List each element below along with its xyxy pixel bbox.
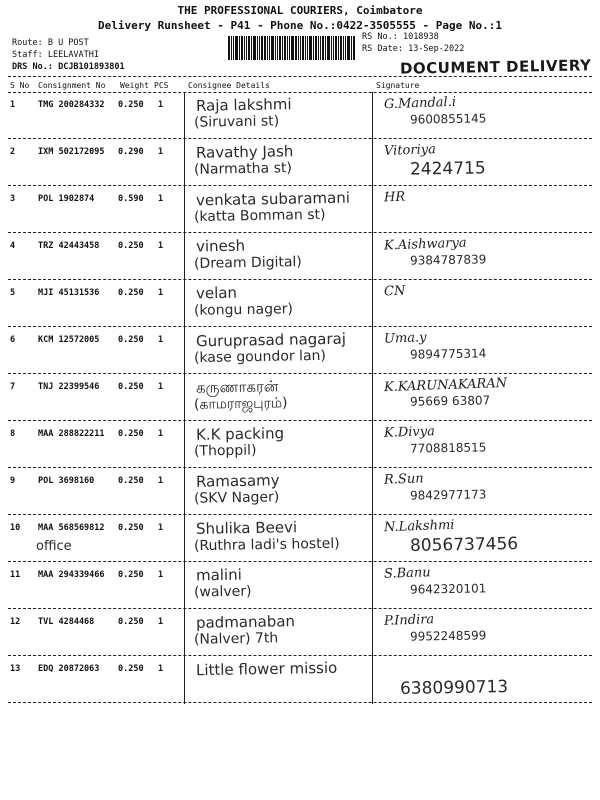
row-pcs: 1 (158, 147, 164, 157)
barcode-bar (277, 36, 278, 60)
barcode-bar (251, 36, 252, 60)
staff-label: Staff: (12, 50, 43, 60)
barcode-bar (279, 36, 281, 60)
row-weight: 0.250 (118, 429, 144, 439)
route-label: Route: (12, 38, 43, 48)
barcode-bar (259, 36, 260, 60)
barcode-bar (261, 36, 263, 60)
barcode-bar (353, 36, 355, 60)
row-weight: 0.250 (118, 523, 144, 533)
col-consignee: Consignee Details (188, 81, 270, 90)
row-separator (8, 420, 592, 421)
row-sno: 12 (10, 617, 21, 627)
barcode-bar (289, 36, 290, 60)
barcode-bar (231, 36, 232, 60)
drs-label: DRS No.: (12, 62, 53, 72)
row-consignment-no: MJI 45131536 (38, 288, 100, 298)
route-value: B U POST (47, 38, 89, 48)
row-pcs: 1 (158, 382, 164, 392)
signature-text: K.KARUNAKARAN (383, 375, 508, 396)
consignee-name: Shulika Beevi (195, 518, 298, 538)
consignee-address: (Dream Digital) (193, 254, 302, 272)
row-separator (8, 467, 592, 468)
barcode-bar (269, 36, 270, 60)
row-consignment-no: IXM 502172095 (38, 147, 105, 157)
row-consignment-no: TVL 4284468 (38, 617, 95, 627)
consignee-name: vinesh (195, 236, 246, 256)
consignee-address: (Narmatha st) (193, 160, 293, 178)
col-sno: S No (10, 81, 30, 90)
signature-phone: 9894775314 (409, 346, 487, 362)
consignee-name: Raja lakshmi (195, 95, 292, 115)
consignee-address: (Ruthra ladi's hostel) (193, 535, 340, 555)
barcode-bar (246, 36, 247, 60)
rs-no-label: RS No.: (362, 32, 398, 42)
staff-value: LEELAVATHI (47, 50, 100, 60)
table-header-rule (8, 92, 592, 93)
barcode-bar (300, 36, 301, 60)
barcode-bar (248, 36, 250, 60)
barcode-bar (267, 36, 268, 60)
rs-date-line (362, 44, 464, 54)
barcode-bar (340, 36, 342, 60)
signature-text: P.Indira (383, 612, 435, 629)
col-pcs: PCS (154, 81, 169, 90)
row-weight: 0.250 (118, 664, 144, 674)
row-weight: 0.250 (118, 382, 144, 392)
row-weight: 0.250 (118, 476, 144, 486)
barcode-bar (338, 36, 339, 60)
barcode-bar (295, 36, 297, 60)
barcode (228, 36, 356, 60)
row-sno: 4 (10, 241, 16, 251)
barcode-bar (284, 36, 286, 60)
row-sno: 2 (10, 147, 16, 157)
staff-line (12, 50, 99, 60)
row-weight: 0.250 (118, 570, 144, 580)
row-consignment-no: TNJ 22399546 (38, 382, 100, 392)
row-pcs: 1 (158, 523, 164, 533)
row-sno: 13 (10, 664, 21, 674)
rs-date-value: 13-Sep-2022 (408, 44, 465, 54)
signature-phone: 9642320101 (409, 581, 487, 597)
consignee-address: (walver) (193, 583, 252, 601)
row-sno: 11 (10, 570, 21, 580)
signature-text: Vitoriya (383, 142, 437, 159)
row-weight: 0.250 (118, 288, 144, 298)
row-weight: 0.290 (118, 147, 144, 157)
runsheet-subtitle: Delivery Runsheet - P41 - Phone No.:0422-3505555 - Page No.:1 (98, 19, 502, 32)
consignee-col-divider (184, 92, 185, 704)
barcode-bar (244, 36, 245, 60)
row-consignment-no: TMG 200284332 (38, 100, 105, 110)
consignee-name: கருணாகரன் (195, 377, 279, 397)
barcode-bar (313, 36, 314, 60)
rs-no-value: 1018938 (402, 32, 439, 42)
row-separator (8, 373, 592, 374)
barcode-bar (291, 36, 294, 60)
signature-text: S.Banu (383, 565, 431, 582)
barcode-bar (322, 36, 324, 60)
barcode-bar (351, 36, 352, 60)
rs-date-label: RS Date: (362, 44, 403, 54)
row-consignment-no: MAA 294339466 (38, 570, 105, 580)
barcode-bar (298, 36, 299, 60)
row-separator (8, 561, 592, 562)
row-weight: 0.250 (118, 335, 144, 345)
table-top-rule (8, 76, 592, 77)
signature-text: Uma.y (383, 330, 427, 347)
signature-text: R.Sun (383, 471, 424, 488)
document-delivery-stamp: DOCUMENT DELIVERY (399, 56, 592, 78)
barcode-bar (315, 36, 317, 60)
signature-phone: 9842977173 (409, 487, 487, 503)
signature-phone: 9600855145 (409, 111, 487, 127)
row-pcs: 1 (158, 664, 164, 674)
row-sno: 9 (10, 476, 16, 486)
consignee-name: Guruprasad nagaraj (195, 329, 347, 351)
row-sno: 1 (10, 100, 16, 110)
barcode-bar (233, 36, 234, 60)
consignee-name: Ravathy Jash (195, 142, 294, 162)
row-pcs: 1 (158, 288, 164, 298)
consignee-address: (காமராஜபுரம்) (193, 395, 288, 413)
barcode-bar (333, 36, 334, 60)
barcode-bar (264, 36, 266, 60)
row-pcs: 1 (158, 194, 164, 204)
drs-line (12, 62, 125, 72)
barcode-bar (305, 36, 306, 60)
row-sno: 6 (10, 335, 16, 345)
row-weight: 0.250 (118, 617, 144, 627)
row-note: office (36, 539, 72, 554)
row-pcs: 1 (158, 335, 164, 345)
row-separator (8, 702, 592, 703)
row-weight: 0.590 (118, 194, 144, 204)
barcode-bar (241, 36, 243, 60)
barcode-bar (331, 36, 332, 60)
consignee-address: (katta Bomman st) (193, 206, 326, 226)
barcode-bar (325, 36, 326, 60)
barcode-bar (287, 36, 288, 60)
barcode-bar (239, 36, 240, 60)
row-consignment-no: POL 3698160 (38, 476, 95, 486)
drs-value: DCJB101893801 (58, 62, 125, 72)
barcode-bar (327, 36, 330, 60)
signature-phone: 7708818515 (409, 440, 487, 456)
row-sno: 5 (10, 288, 16, 298)
consignee-name: K.K packing (195, 424, 285, 444)
row-consignment-no: MAA 288822211 (38, 429, 105, 439)
consignee-name: venkata subaramani (195, 188, 351, 210)
barcode-bar (318, 36, 319, 60)
row-weight: 0.250 (118, 241, 144, 251)
signature-phone: 95669 63807 (409, 393, 491, 409)
consignee-address: (Siruvani st) (193, 113, 280, 131)
row-consignment-no: KCM 12572005 (38, 335, 100, 345)
signature-text: G.Mandal.i (383, 94, 457, 113)
row-consignment-no: MAA 568569812 (38, 523, 105, 533)
company-title: THE PROFESSIONAL COURIERS, Coimbatore (177, 4, 423, 17)
row-separator (8, 279, 592, 280)
row-consignment-no: EDQ 20872063 (38, 664, 100, 674)
barcode-bar (345, 36, 346, 60)
signature-phone: 8056737456 (409, 534, 519, 556)
row-pcs: 1 (158, 617, 164, 627)
consignee-name: velan (195, 283, 238, 303)
signature-phone: 9384787839 (409, 252, 487, 268)
row-sno: 8 (10, 429, 16, 439)
row-separator (8, 185, 592, 186)
row-consignment-no: TRZ 42443458 (38, 241, 100, 251)
row-separator (8, 326, 592, 327)
row-sno: 7 (10, 382, 16, 392)
row-separator (8, 514, 592, 515)
barcode-bar (335, 36, 337, 60)
consignee-name: malini (195, 565, 242, 585)
row-separator (8, 608, 592, 609)
row-weight: 0.250 (118, 100, 144, 110)
consignee-name: Little flower missio (195, 658, 338, 680)
signature-text: K.Aishwarya (383, 235, 467, 254)
row-separator (8, 232, 592, 233)
row-pcs: 1 (158, 570, 164, 580)
consignee-address: (kongu nager) (193, 301, 294, 319)
signature-text: K.Divya (383, 424, 436, 441)
signature-text: N.Lakshmi (383, 517, 455, 536)
row-sno: 3 (10, 194, 16, 204)
row-pcs: 1 (158, 476, 164, 486)
row-pcs: 1 (158, 100, 164, 110)
signature-phone: 9952248599 (409, 628, 487, 644)
signature-phone: 2424715 (409, 158, 486, 180)
barcode-bar (320, 36, 321, 60)
signature-col-divider (372, 92, 373, 704)
row-pcs: 1 (158, 429, 164, 439)
barcode-bar (253, 36, 256, 60)
barcode-bar (235, 36, 238, 60)
row-consignment-no: POL 1902874 (38, 194, 95, 204)
barcode-bar (275, 36, 276, 60)
consignee-address: (Thoppil) (193, 442, 257, 460)
barcode-bar (307, 36, 308, 60)
barcode-bar (343, 36, 344, 60)
row-separator (8, 655, 592, 656)
signature-text: HR (383, 189, 406, 206)
col-consignment: Consignment No (38, 81, 106, 90)
consignee-name: Ramasamy (195, 471, 280, 491)
row-pcs: 1 (158, 241, 164, 251)
consignee-address: (kase goundor lan) (193, 347, 327, 367)
barcode-bar (309, 36, 312, 60)
barcode-bar (271, 36, 274, 60)
col-signature: Signature (376, 81, 420, 90)
consignee-address: (Nalver) 7th (193, 630, 279, 648)
barcode-bar (302, 36, 304, 60)
rs-no-line (362, 32, 439, 42)
route-line (12, 38, 89, 48)
barcode-bar (347, 36, 350, 60)
signature-phone: 6380990713 (399, 677, 509, 699)
signature-text: CN (383, 283, 406, 300)
barcode-bar (282, 36, 283, 60)
col-weight: Weight (120, 81, 149, 90)
barcode-bar (228, 36, 230, 60)
row-separator (8, 138, 592, 139)
consignee-name: padmanaban (195, 612, 296, 632)
barcode-bar (257, 36, 258, 60)
consignee-address: (SKV Nager) (193, 489, 280, 507)
row-sno: 10 (10, 523, 21, 533)
